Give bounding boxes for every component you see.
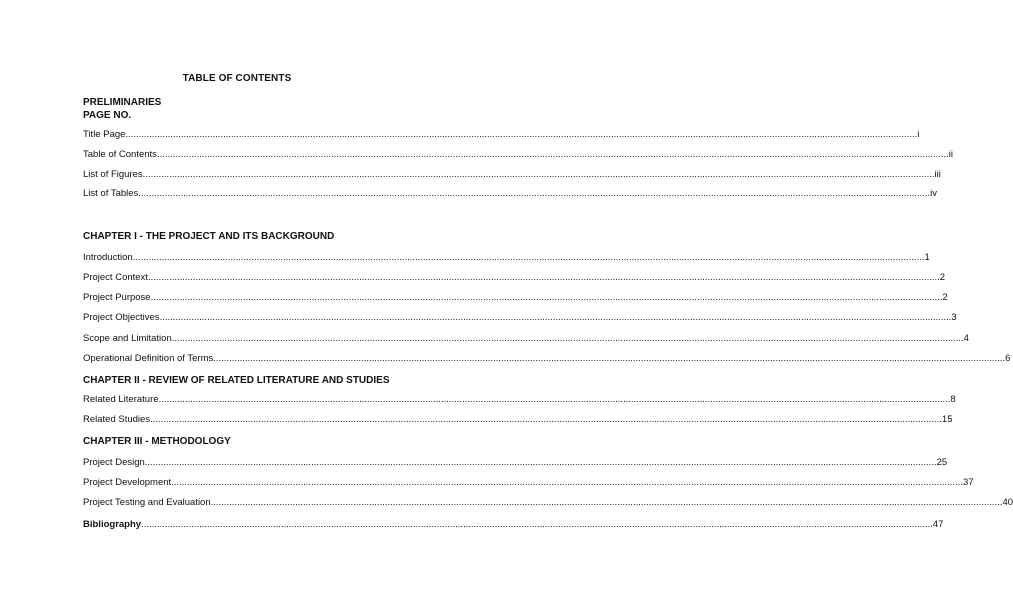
toc-page-number: 2 xyxy=(939,272,946,283)
leader-dots: ............................................................................................................................................................................................................................................................................................................ xyxy=(171,333,964,344)
leader-dots: ............................................................................................................................................................................................................................................................................................................ xyxy=(147,272,940,283)
page-no-heading: PAGE NO. xyxy=(83,110,132,121)
leader-dots: ............................................................................................................................................................................................................................................................................................................ xyxy=(125,129,918,140)
leader-dots: ............................................................................................................................................................................................................................................................................................................ xyxy=(171,477,964,488)
toc-entry-operational-definition xyxy=(83,353,1011,364)
toc-entry-related-studies xyxy=(83,414,953,425)
toc-entry-table-of-contents xyxy=(83,149,953,160)
leader-dots: ............................................................................................................................................................................................................................................................................................................ xyxy=(158,394,951,405)
toc-page-number: 6 xyxy=(1005,353,1011,364)
toc-entry-label: Related Literature xyxy=(83,394,159,405)
toc-entry-label: Project Objectives xyxy=(83,312,160,323)
toc-entry-introduction xyxy=(83,252,930,263)
preliminaries-heading: PRELIMINARIES xyxy=(83,97,162,108)
toc-page-number: 8 xyxy=(950,394,956,405)
leader-dots: ............................................................................................................................................................................................................................................................................................................ xyxy=(213,353,1006,364)
toc-entry-project-design xyxy=(83,457,948,468)
toc-entry-bibliography xyxy=(83,519,944,530)
toc-entry-label: Title Page xyxy=(83,129,126,140)
leader-dots: ............................................................................................................................................................................................................................................................................................................ xyxy=(150,292,943,303)
leader-dots: ............................................................................................................................................................................................................................................................................................................ xyxy=(144,457,937,468)
leader-dots: ............................................................................................................................................................................................................................................................................................................ xyxy=(138,188,931,199)
toc-entry-list-of-figures xyxy=(83,169,941,180)
toc-page-number: 47 xyxy=(932,519,944,530)
leader-dots: ............................................................................................................................................................................................................................................................................................................ xyxy=(142,169,935,180)
toc-page-number: i xyxy=(917,129,920,140)
leader-dots: ............................................................................................................................................................................................................................................................................................................ xyxy=(210,497,1003,508)
toc-entry-label: Bibliography xyxy=(83,519,142,530)
toc-entry-title-page xyxy=(83,129,920,140)
toc-entry-label: List of Tables xyxy=(83,188,139,199)
toc-entry-project-purpose xyxy=(83,292,948,303)
toc-entry-label: Introduction xyxy=(83,252,133,263)
toc-page-number: 37 xyxy=(963,477,974,488)
leader-dots: ............................................................................................................................................................................................................................................................................................................ xyxy=(156,149,949,160)
leader-dots: ............................................................................................................................................................................................................................................................................................................ xyxy=(141,519,933,530)
toc-entry-label: Related Studies xyxy=(83,414,151,425)
toc-entry-label: Table of Contents xyxy=(83,149,157,160)
chapter-3-heading: CHAPTER III - METHODOLOGY xyxy=(83,436,231,447)
toc-entry-project-development xyxy=(83,477,974,488)
toc-entry-label: Scope and Limitation xyxy=(83,333,172,344)
toc-entry-list-of-tables xyxy=(83,188,937,199)
toc-entry-label: Project Testing and Evaluation xyxy=(83,497,211,508)
toc-entry-project-objectives xyxy=(83,312,957,323)
leader-dots: ............................................................................................................................................................................................................................................................................................................ xyxy=(150,414,942,425)
toc-page-number: 40 xyxy=(1002,497,1013,508)
toc-entry-label: List of Figures xyxy=(83,169,143,180)
chapter-1-heading: CHAPTER I - THE PROJECT AND ITS BACKGROUND xyxy=(83,231,335,242)
toc-page-number: 1 xyxy=(924,252,930,263)
toc-entry-project-testing xyxy=(83,497,1013,508)
toc-page-number: 25 xyxy=(936,457,948,468)
toc-entry-label: Project Development xyxy=(83,477,172,488)
toc-entry-label: Project Design xyxy=(83,457,145,468)
leader-dots: ............................................................................................................................................................................................................................................................................................................ xyxy=(132,252,925,263)
toc-page-number: ii xyxy=(948,149,953,160)
toc-page-number: iv xyxy=(930,188,937,199)
toc-entry-project-context xyxy=(83,272,946,283)
leader-dots: ............................................................................................................................................................................................................................................................................................................ xyxy=(159,312,952,323)
toc-entry-label: Operational Definition of Terms xyxy=(83,353,214,364)
page-title: TABLE OF CONTENTS xyxy=(182,73,292,84)
toc-entry-scope-and-limitation xyxy=(83,333,969,344)
toc-page-number: 2 xyxy=(942,292,948,303)
toc-page-number: 3 xyxy=(951,312,957,323)
toc-entry-label: Project Purpose xyxy=(83,292,151,303)
chapter-2-heading: CHAPTER II - REVIEW OF RELATED LITERATURE AND STUDIES xyxy=(83,375,390,386)
toc-entry-related-literature xyxy=(83,394,956,405)
toc-entry-label: Project Context xyxy=(83,272,148,283)
toc-page-number: 4 xyxy=(963,333,969,344)
toc-page-number: iii xyxy=(934,169,941,180)
toc-page-number: 15 xyxy=(941,414,953,425)
